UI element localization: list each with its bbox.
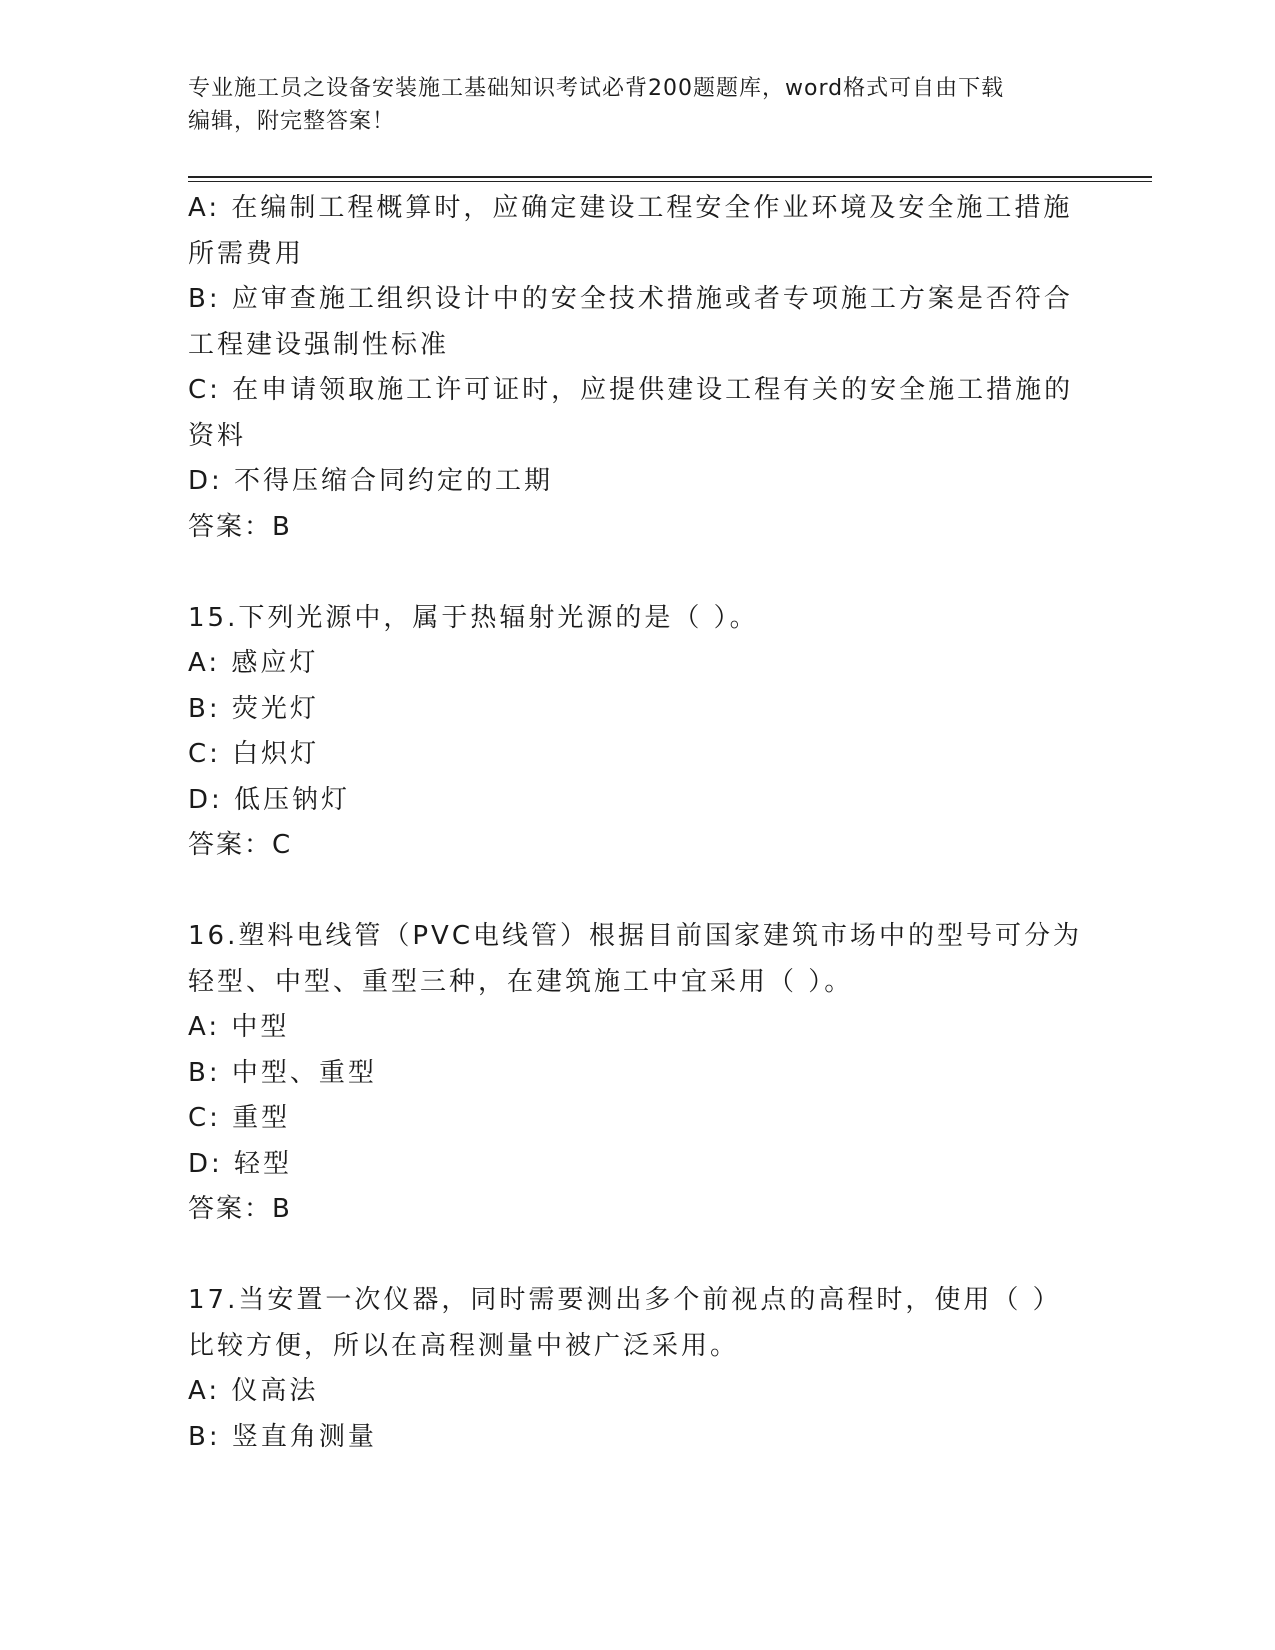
spacer xyxy=(188,869,1068,915)
answer-text: 答案：B xyxy=(188,1194,292,1224)
header-title-line-2: 编辑，附完整答案！ xyxy=(188,109,396,134)
option-c: C: 重型 xyxy=(188,1103,291,1133)
question-stem-line-1: 17.当安置一次仪器，同时需要测出多个前视点的高程时，使用（ ） xyxy=(188,1285,1062,1315)
option-b-line-2: 工程建设强制性标准 xyxy=(188,329,450,360)
option-a-line-2: 所需费用 xyxy=(188,238,305,269)
option-a: A: 感应灯 xyxy=(188,648,319,678)
header-divider xyxy=(188,176,1152,182)
document-header xyxy=(188,72,1068,138)
option-b: B: 中型、重型 xyxy=(188,1057,377,1088)
spacer xyxy=(188,550,1068,596)
question-stem-line-2: 轻型、中型、重型三种，在建筑施工中宜采用（ ）。 xyxy=(188,966,854,997)
prev-question xyxy=(188,186,1074,550)
spacer xyxy=(188,1233,1068,1279)
option-b: B: 竖直角测量 xyxy=(188,1421,377,1452)
question-16 xyxy=(188,914,1082,1233)
header-title-line-1: 专业施工员之设备安装施工基础知识考试必背200题题库，word格式可自由下载 xyxy=(188,76,1005,101)
answer-text: 答案：B xyxy=(188,511,292,542)
question-content xyxy=(188,186,1082,1460)
question-15 xyxy=(188,596,1068,869)
option-a: A: 仪高法 xyxy=(188,1376,319,1406)
question-stem-line-1: 16.塑料电线管（PVC电线管）根据目前国家建筑市场中的型号可分为 xyxy=(188,921,1082,951)
option-c: C: 白炽灯 xyxy=(188,739,320,769)
option-c-line-1: C: 在申请领取施工许可证时，应提供建设工程有关的安全施工措施的 xyxy=(188,375,1074,405)
option-b: B: 荧光灯 xyxy=(188,693,319,724)
option-a: A: 中型 xyxy=(188,1012,290,1042)
question-stem: 15.下列光源中，属于热辐射光源的是（ ）。 xyxy=(188,602,759,633)
option-d: D: 轻型 xyxy=(188,1148,293,1179)
answer-text: 答案：C xyxy=(188,830,293,860)
option-a-line-1: A: 在编制工程概算时，应确定建设工程安全作业环境及安全施工措施 xyxy=(188,193,1073,223)
option-c-line-2: 资料 xyxy=(188,420,247,451)
option-d: D: 低压钠灯 xyxy=(188,784,351,815)
option-b-line-1: B: 应审查施工组织设计中的安全技术措施或者专项施工方案是否符合 xyxy=(188,284,1073,314)
option-d: D: 不得压缩合同约定的工期 xyxy=(188,466,554,496)
question-stem-line-2: 比较方便，所以在高程测量中被广泛采用。 xyxy=(188,1330,740,1361)
question-17 xyxy=(188,1278,1068,1460)
